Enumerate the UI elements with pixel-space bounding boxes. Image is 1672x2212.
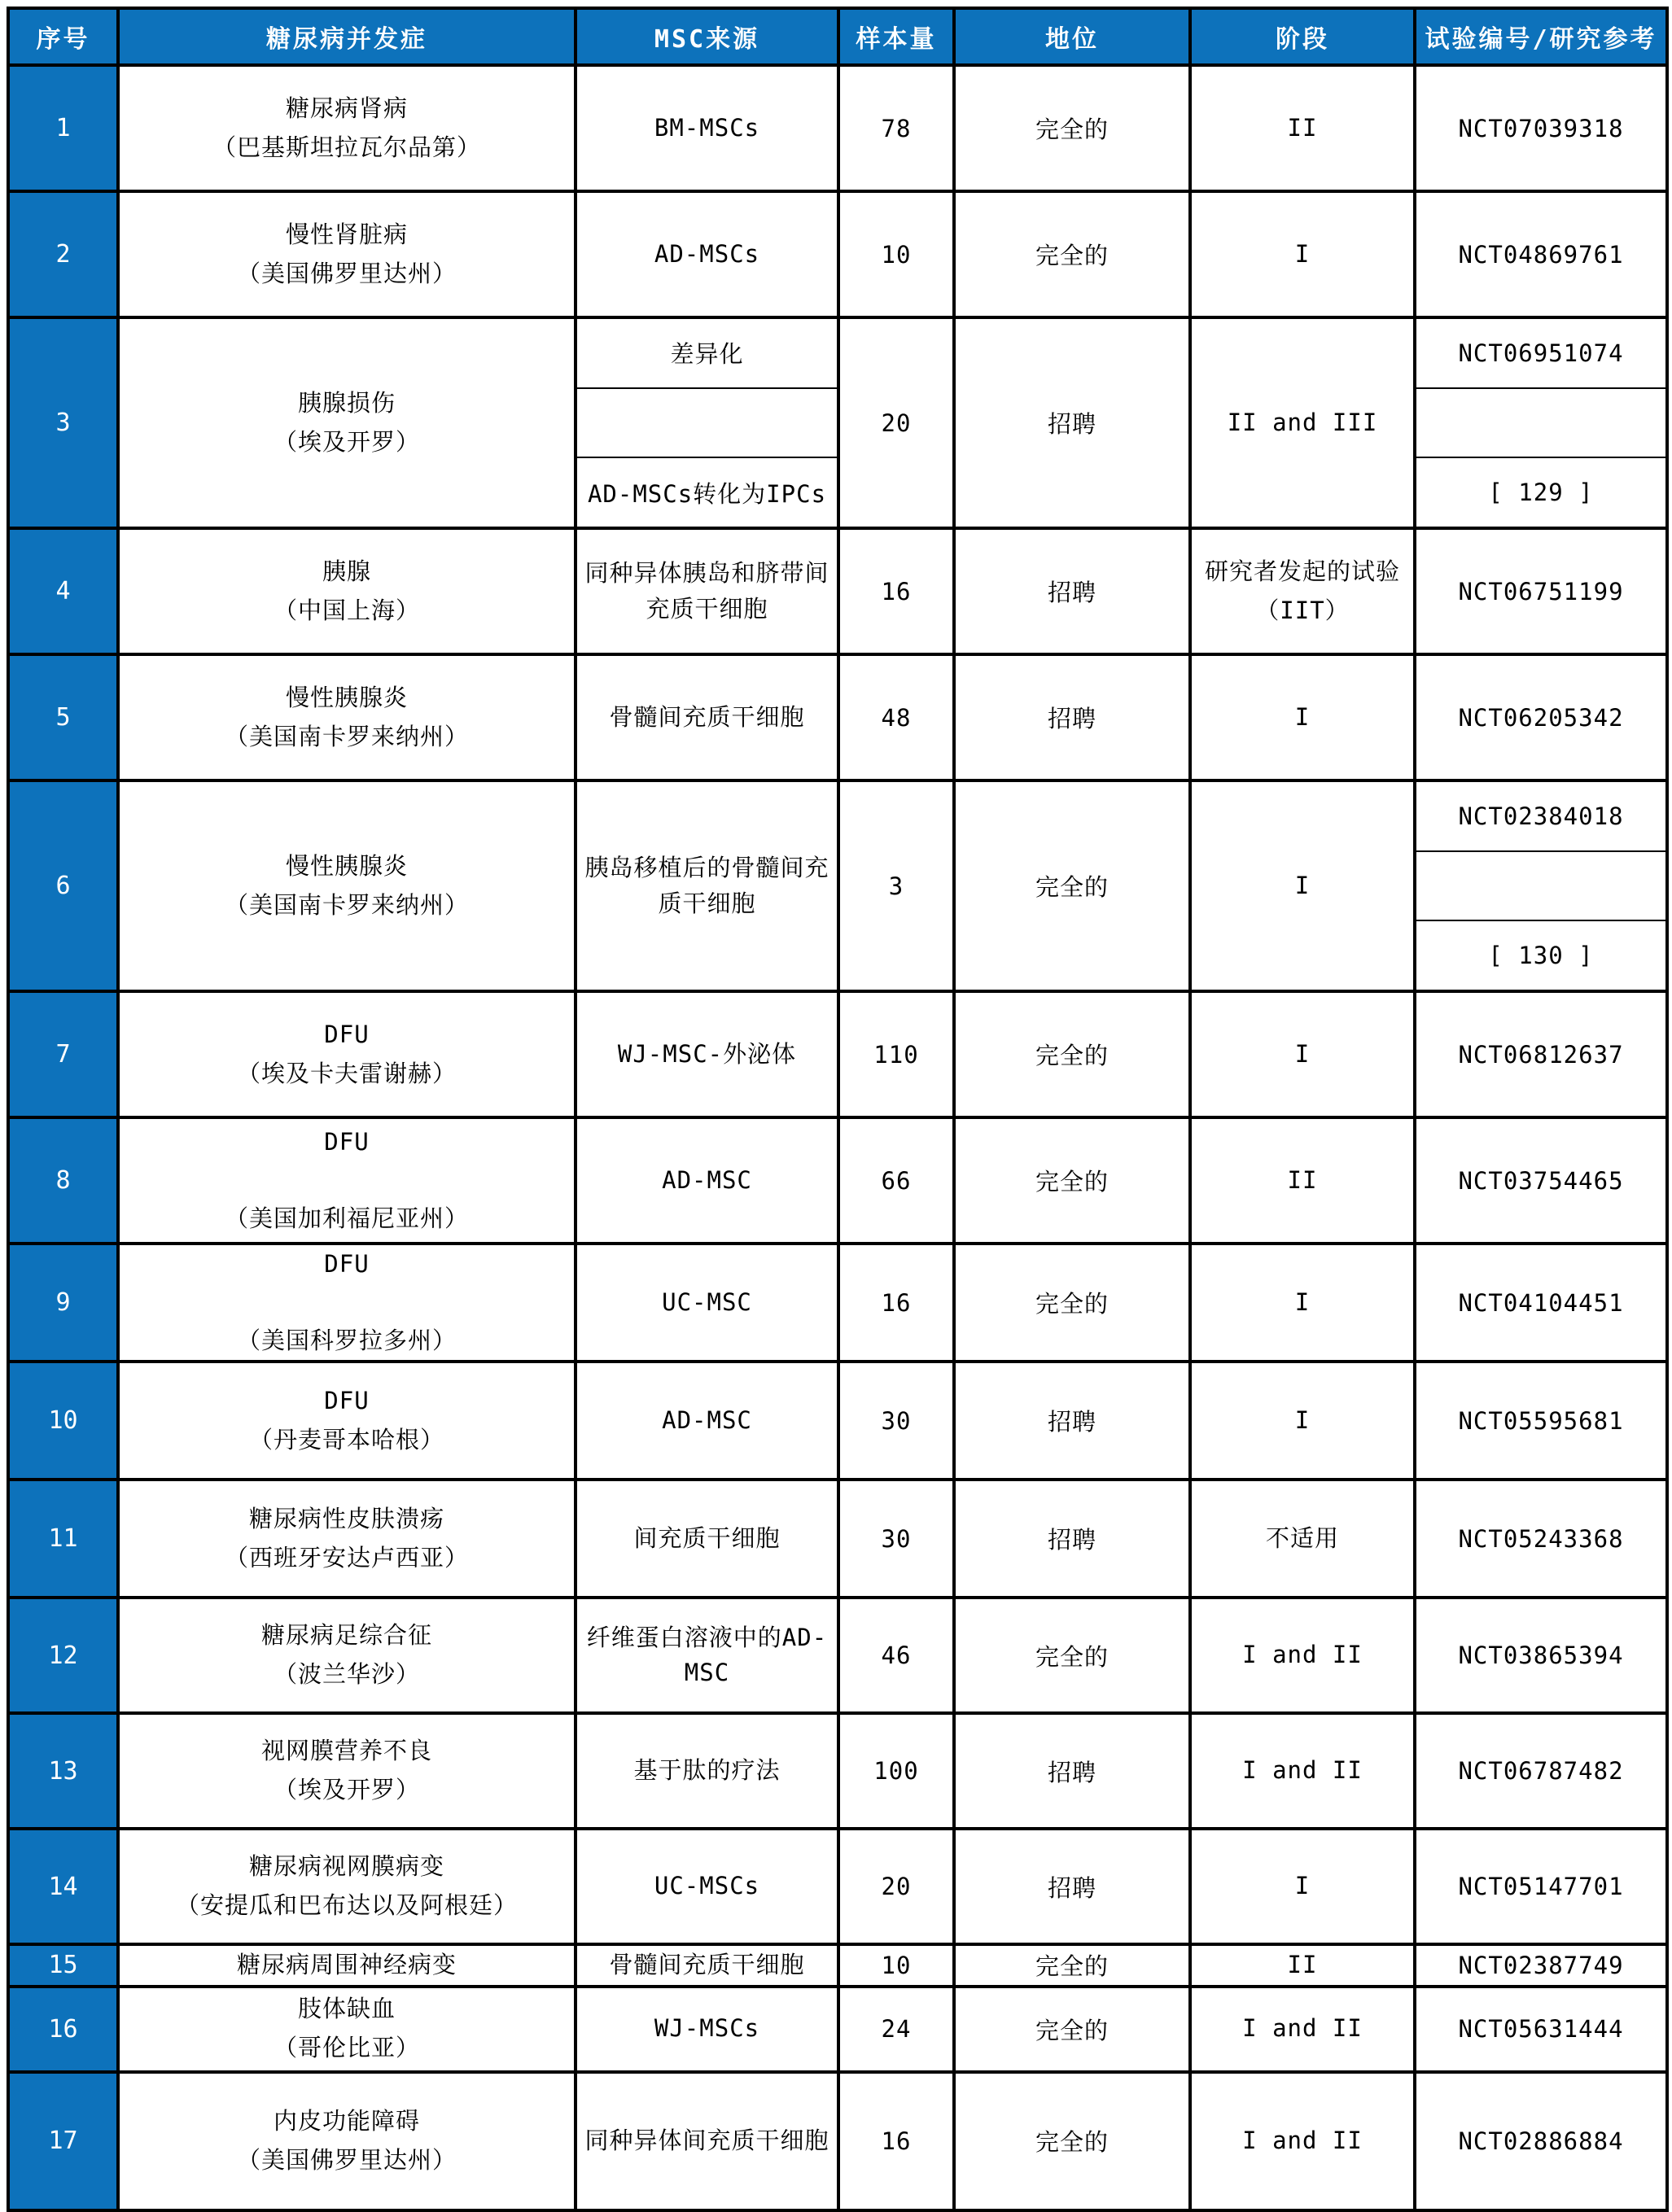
status-cell: 完全的 bbox=[954, 65, 1190, 191]
table-row bbox=[8, 1244, 1667, 1362]
trial-ref-cell: NCT04869761 bbox=[1415, 191, 1667, 317]
table-row bbox=[8, 191, 1667, 317]
sample-size-cell: 10 bbox=[838, 191, 954, 317]
msc-source-text: AD-MSCs bbox=[654, 239, 760, 268]
sample-size-cell: 30 bbox=[838, 1480, 954, 1598]
status-cell: 招聘 bbox=[954, 654, 1190, 780]
msc-source-cell bbox=[576, 1987, 838, 2072]
msc-source-cell-stack bbox=[577, 319, 837, 527]
msc-source-text: 骨髓间充质干细胞 bbox=[609, 1951, 805, 1978]
phase-cell-lines bbox=[1197, 1523, 1408, 1554]
complication-text: 慢性胰腺炎 bbox=[285, 683, 408, 711]
phase-text: I bbox=[1294, 1039, 1311, 1068]
complication-text: （埃及开罗） bbox=[273, 1776, 420, 1803]
status-cell: 招聘 bbox=[954, 1713, 1190, 1829]
header-row bbox=[8, 8, 1667, 65]
complication-cell bbox=[118, 1713, 576, 1829]
row-index-cell: 13 bbox=[8, 1713, 118, 1829]
complication-cell-lines bbox=[125, 1851, 569, 1921]
trial-ref-cell: NCT02387749 bbox=[1415, 1944, 1667, 1987]
row-index-cell: 3 bbox=[8, 317, 118, 528]
status-cell: 招聘 bbox=[954, 528, 1190, 654]
row-index-cell: 17 bbox=[8, 2072, 118, 2210]
msc-source-text: 纤维蛋白溶液中的AD-MSC bbox=[586, 1623, 828, 1686]
trial-ref-cell: NCT03865394 bbox=[1415, 1598, 1667, 1713]
phase-cell bbox=[1190, 1117, 1415, 1244]
msc-source-text: BM-MSCs bbox=[654, 113, 760, 142]
complication-text: （美国科罗拉多州） bbox=[236, 1326, 457, 1354]
complication-cell-lines bbox=[125, 557, 569, 626]
phase-cell bbox=[1190, 317, 1415, 528]
table-row bbox=[8, 65, 1667, 191]
complication-text: 慢性肾脏病 bbox=[285, 220, 408, 248]
phase-text: 研究者发起的试验 bbox=[1204, 557, 1400, 585]
trial-ref-subcell: [ 130 ] bbox=[1488, 942, 1594, 970]
trial-ref-subcell: NCT06951074 bbox=[1416, 319, 1665, 389]
complication-text: 糖尿病周围神经病变 bbox=[236, 1950, 457, 1978]
msc-source-text: WJ-MSCs bbox=[654, 2014, 760, 2043]
complication-text: （埃及卡夫雷谢赫） bbox=[236, 1059, 457, 1087]
complication-text: （美国南卡罗来纳州） bbox=[224, 890, 469, 919]
table-row bbox=[8, 317, 1667, 528]
trial-ref-cell bbox=[1415, 317, 1667, 528]
phase-cell bbox=[1190, 1829, 1415, 1944]
phase-cell-lines bbox=[1197, 239, 1408, 270]
phase-cell-lines bbox=[1197, 1871, 1408, 1902]
msc-source-cell bbox=[576, 654, 838, 780]
msc-source-text: 基于肽的疗法 bbox=[633, 1756, 781, 1785]
sample-size-cell: 48 bbox=[838, 654, 954, 780]
complication-text: 糖尿病足综合征 bbox=[260, 1621, 432, 1650]
complication-text: 糖尿病视网膜病变 bbox=[248, 1852, 444, 1881]
status-cell: 完全的 bbox=[954, 780, 1190, 991]
phase-cell-lines bbox=[1197, 1165, 1408, 1196]
phase-cell-lines bbox=[1197, 408, 1408, 439]
complication-cell bbox=[118, 1987, 576, 2072]
phase-cell-lines bbox=[1197, 557, 1408, 626]
phase-cell bbox=[1190, 654, 1415, 780]
trial-ref-cell: NCT02886884 bbox=[1415, 2072, 1667, 2210]
row-index-cell: 11 bbox=[8, 1480, 118, 1598]
phase-cell bbox=[1190, 1480, 1415, 1598]
complication-cell-lines bbox=[125, 1249, 569, 1356]
row-index-cell: 16 bbox=[8, 1987, 118, 2072]
phase-cell bbox=[1190, 991, 1415, 1117]
msc-source-text: 同种异体胰岛和脐带间充质干细胞 bbox=[584, 559, 829, 623]
trial-ref-cell: NCT03754465 bbox=[1415, 1117, 1667, 1244]
complication-text: DFU bbox=[324, 1127, 370, 1156]
complication-text: （美国佛罗里达州） bbox=[236, 259, 457, 287]
complication-cell bbox=[118, 780, 576, 991]
msc-source-text: 胰岛移植后的骨髓间充质干细胞 bbox=[584, 854, 829, 917]
table-body bbox=[8, 65, 1667, 2210]
complication-text: DFU bbox=[324, 1386, 370, 1414]
complication-cell bbox=[118, 991, 576, 1117]
trial-ref-cell: NCT06205342 bbox=[1415, 654, 1667, 780]
complication-text: 糖尿病肾病 bbox=[285, 94, 408, 122]
row-index-cell: 1 bbox=[8, 65, 118, 191]
complication-cell-lines bbox=[125, 1620, 569, 1690]
complication-cell bbox=[118, 317, 576, 528]
row-index-cell: 15 bbox=[8, 1944, 118, 1987]
sample-size-cell: 20 bbox=[838, 317, 954, 528]
phase-cell bbox=[1190, 191, 1415, 317]
col-header-status: 地位 bbox=[954, 8, 1190, 65]
trial-ref-cell: NCT07039318 bbox=[1415, 65, 1667, 191]
complication-cell-lines bbox=[125, 2106, 569, 2175]
msc-source-cell bbox=[576, 1829, 838, 1944]
complication-cell-lines bbox=[125, 851, 569, 920]
msc-source-cell bbox=[576, 1117, 838, 1244]
phase-text: I bbox=[1294, 1872, 1311, 1900]
msc-subcell: AD-MSCs转化为IPCs bbox=[587, 479, 827, 508]
phase-text: II bbox=[1287, 113, 1318, 142]
row-index-cell: 12 bbox=[8, 1598, 118, 1713]
row-index-cell: 9 bbox=[8, 1244, 118, 1362]
status-cell: 招聘 bbox=[954, 1362, 1190, 1480]
table-row bbox=[8, 1117, 1667, 1244]
complication-text: 内皮功能障碍 bbox=[273, 2106, 420, 2135]
phase-cell-lines bbox=[1197, 1755, 1408, 1786]
phase-text: I and II bbox=[1242, 2126, 1363, 2154]
row-index-cell: 7 bbox=[8, 991, 118, 1117]
col-header-trial-ref: 试验编号/研究参考 bbox=[1415, 8, 1667, 65]
complication-cell bbox=[118, 191, 576, 317]
phase-cell bbox=[1190, 780, 1415, 991]
trial-ref-cell: NCT05595681 bbox=[1415, 1362, 1667, 1480]
status-cell: 完全的 bbox=[954, 1598, 1190, 1713]
complication-cell bbox=[118, 654, 576, 780]
trial-ref-subcell bbox=[1416, 852, 1665, 922]
complication-cell bbox=[118, 1480, 576, 1598]
col-header-phase: 阶段 bbox=[1190, 8, 1415, 65]
trial-ref-subcell bbox=[1416, 389, 1665, 459]
complication-cell-lines bbox=[125, 1020, 569, 1089]
sample-size-cell: 110 bbox=[838, 991, 954, 1117]
msc-source-cell bbox=[576, 1713, 838, 1829]
phase-text: 不适用 bbox=[1265, 1523, 1339, 1552]
complication-cell bbox=[118, 1829, 576, 1944]
row-index-cell: 2 bbox=[8, 191, 118, 317]
sample-size-cell: 10 bbox=[838, 1944, 954, 1987]
complication-cell bbox=[118, 1598, 576, 1713]
phase-text: I and II bbox=[1242, 1756, 1363, 1785]
complication-cell-lines bbox=[125, 1736, 569, 1805]
msc-source-cell bbox=[576, 1362, 838, 1480]
phase-text: II bbox=[1287, 1165, 1318, 1194]
complication-cell bbox=[118, 1117, 576, 1244]
status-cell: 招聘 bbox=[954, 1480, 1190, 1598]
complication-text: （中国上海） bbox=[273, 596, 420, 624]
trial-ref-cell-stack bbox=[1416, 782, 1665, 990]
status-cell: 完全的 bbox=[954, 991, 1190, 1117]
sample-size-cell: 3 bbox=[838, 780, 954, 991]
table-row bbox=[8, 780, 1667, 991]
complication-cell-lines bbox=[125, 388, 569, 457]
table-row bbox=[8, 2072, 1667, 2210]
complication-cell bbox=[118, 1944, 576, 1987]
msc-source-text: WJ-MSC-外泌体 bbox=[617, 1039, 797, 1068]
phase-text: II bbox=[1287, 1950, 1318, 1978]
phase-cell-lines bbox=[1197, 871, 1408, 902]
table-row bbox=[8, 991, 1667, 1117]
complication-text: DFU bbox=[324, 1249, 370, 1278]
complication-cell-lines bbox=[125, 1386, 569, 1455]
sample-size-cell: 30 bbox=[838, 1362, 954, 1480]
msc-source-text: UC-MSC bbox=[662, 1287, 752, 1316]
complication-text: （美国加利福尼亚州） bbox=[224, 1204, 469, 1232]
row-index-cell: 6 bbox=[8, 780, 118, 991]
msc-source-cell bbox=[576, 991, 838, 1117]
phase-text: I bbox=[1294, 871, 1311, 899]
complication-text: 慢性胰腺炎 bbox=[285, 851, 408, 880]
phase-cell bbox=[1190, 1987, 1415, 2072]
row-index-cell: 8 bbox=[8, 1117, 118, 1244]
phase-cell bbox=[1190, 1244, 1415, 1362]
col-header-index: 序号 bbox=[8, 8, 118, 65]
sample-size-cell: 16 bbox=[838, 2072, 954, 2210]
complication-cell-lines bbox=[125, 220, 569, 289]
msc-source-cell bbox=[576, 528, 838, 654]
trial-ref-subcell: [ 129 ] bbox=[1488, 479, 1594, 507]
sample-size-cell: 78 bbox=[838, 65, 954, 191]
msc-source-text: 骨髓间充质干细胞 bbox=[609, 702, 805, 731]
trial-ref-cell: NCT06787482 bbox=[1415, 1713, 1667, 1829]
complication-cell-lines bbox=[125, 94, 569, 163]
complication-text: 胰腺损伤 bbox=[297, 388, 396, 417]
complication-cell-lines bbox=[125, 683, 569, 752]
phase-text: I bbox=[1294, 1287, 1311, 1316]
msc-source-cell bbox=[576, 1944, 838, 1987]
complication-text: （美国南卡罗来纳州） bbox=[224, 722, 469, 750]
col-header-msc-source: MSC来源 bbox=[576, 8, 838, 65]
phase-cell-lines bbox=[1197, 2126, 1408, 2157]
trial-ref-cell bbox=[1415, 780, 1667, 991]
sample-size-cell: 16 bbox=[838, 1244, 954, 1362]
msc-source-cell bbox=[576, 1244, 838, 1362]
table-row bbox=[8, 1713, 1667, 1829]
msc-source-cell bbox=[576, 317, 838, 528]
phase-cell-lines bbox=[1197, 1405, 1408, 1436]
phase-cell bbox=[1190, 1944, 1415, 1987]
msc-source-cell bbox=[576, 1598, 838, 1713]
status-cell: 完全的 bbox=[954, 1987, 1190, 2072]
row-index-cell: 4 bbox=[8, 528, 118, 654]
trial-ref-subcell: NCT02384018 bbox=[1416, 782, 1665, 852]
complication-cell-lines bbox=[125, 1950, 569, 1981]
phase-cell-lines bbox=[1197, 1287, 1408, 1318]
msc-source-text: AD-MSC bbox=[662, 1405, 752, 1434]
phase-cell bbox=[1190, 1362, 1415, 1480]
phase-cell bbox=[1190, 1598, 1415, 1713]
table-row bbox=[8, 1987, 1667, 2072]
trial-ref-cell: NCT04104451 bbox=[1415, 1244, 1667, 1362]
phase-cell bbox=[1190, 528, 1415, 654]
complication-text: （安提瓜和巴布达以及阿根廷） bbox=[175, 1891, 518, 1919]
msc-source-cell bbox=[576, 191, 838, 317]
msc-subcell bbox=[577, 389, 837, 459]
trial-ref-cell: NCT06812637 bbox=[1415, 991, 1667, 1117]
phase-cell bbox=[1190, 1713, 1415, 1829]
sample-size-cell: 100 bbox=[838, 1713, 954, 1829]
sample-size-cell: 46 bbox=[838, 1598, 954, 1713]
phase-text: I bbox=[1294, 702, 1311, 731]
page bbox=[7, 7, 1669, 2212]
msc-source-cell bbox=[576, 65, 838, 191]
phase-text: I bbox=[1294, 1405, 1311, 1434]
table-row bbox=[8, 1480, 1667, 1598]
complication-text: 视网膜营养不良 bbox=[260, 1737, 432, 1765]
phase-cell bbox=[1190, 65, 1415, 191]
complication-text: 胰腺 bbox=[322, 557, 371, 585]
msc-source-text: UC-MSCs bbox=[654, 1872, 760, 1900]
col-header-complication: 糖尿病并发症 bbox=[118, 8, 576, 65]
msc-source-cell bbox=[576, 780, 838, 991]
complication-text: （哥伦比亚） bbox=[273, 2034, 420, 2061]
phase-text: I and II bbox=[1242, 1641, 1363, 1669]
complication-cell bbox=[118, 1362, 576, 1480]
complication-cell-lines bbox=[125, 1127, 569, 1234]
table-row bbox=[8, 528, 1667, 654]
msc-source-text: 间充质干细胞 bbox=[633, 1523, 781, 1552]
sample-size-cell: 16 bbox=[838, 528, 954, 654]
phase-text: I and II bbox=[1242, 2014, 1363, 2043]
phase-text: （IIT） bbox=[1255, 596, 1350, 624]
msc-source-text: 同种异体间充质干细胞 bbox=[584, 2126, 829, 2154]
complication-text: 肢体缺血 bbox=[297, 1995, 396, 2023]
phase-text: II and III bbox=[1227, 408, 1378, 436]
status-cell: 完全的 bbox=[954, 191, 1190, 317]
msc-subcell: 差异化 bbox=[577, 319, 837, 389]
sample-size-cell: 24 bbox=[838, 1987, 954, 2072]
complication-cell-lines bbox=[125, 1994, 569, 2063]
msc-source-text: AD-MSC bbox=[662, 1165, 752, 1194]
complication-cell bbox=[118, 2072, 576, 2210]
complication-cell bbox=[118, 528, 576, 654]
trial-ref-cell: NCT06751199 bbox=[1415, 528, 1667, 654]
complication-text: （丹麦哥本哈根） bbox=[248, 1425, 444, 1454]
status-cell: 完全的 bbox=[954, 1944, 1190, 1987]
status-cell: 完全的 bbox=[954, 1117, 1190, 1244]
complication-text: （巴基斯坦拉瓦尔品第） bbox=[212, 133, 481, 161]
msc-source-cell bbox=[576, 2072, 838, 2210]
table-row bbox=[8, 1829, 1667, 1944]
phase-cell-lines bbox=[1197, 1039, 1408, 1070]
row-index-cell: 10 bbox=[8, 1362, 118, 1480]
sample-size-cell: 20 bbox=[838, 1829, 954, 1944]
complication-text: DFU bbox=[324, 1020, 370, 1048]
complication-text: （西班牙安达卢西亚） bbox=[224, 1543, 469, 1572]
table-row bbox=[8, 1598, 1667, 1713]
table-row bbox=[8, 1944, 1667, 1987]
table-row bbox=[8, 1362, 1667, 1480]
trial-ref-cell-stack bbox=[1416, 319, 1665, 527]
phase-cell bbox=[1190, 2072, 1415, 2210]
complication-cell bbox=[118, 1244, 576, 1362]
complication-text: （美国佛罗里达州） bbox=[236, 2145, 457, 2174]
status-cell: 完全的 bbox=[954, 2072, 1190, 2210]
complication-text: 糖尿病性皮肤溃疡 bbox=[248, 1504, 444, 1532]
trial-ref-cell: NCT05631444 bbox=[1415, 1987, 1667, 2072]
status-cell: 完全的 bbox=[954, 1244, 1190, 1362]
status-cell: 招聘 bbox=[954, 1829, 1190, 1944]
trial-ref-cell: NCT05147701 bbox=[1415, 1829, 1667, 1944]
col-header-sample-size: 样本量 bbox=[838, 8, 954, 65]
phase-cell-lines bbox=[1197, 113, 1408, 144]
trial-ref-cell: NCT05243368 bbox=[1415, 1480, 1667, 1598]
table-row bbox=[8, 654, 1667, 780]
msc-source-cell bbox=[576, 1480, 838, 1598]
row-index-cell: 5 bbox=[8, 654, 118, 780]
complication-cell-lines bbox=[125, 1504, 569, 1573]
phase-cell-lines bbox=[1197, 1640, 1408, 1671]
complication-text: （埃及开罗） bbox=[273, 427, 420, 456]
clinical-trials-table bbox=[7, 7, 1669, 2212]
phase-text: I bbox=[1294, 239, 1311, 268]
sample-size-cell: 66 bbox=[838, 1117, 954, 1244]
complication-cell bbox=[118, 65, 576, 191]
status-cell: 招聘 bbox=[954, 317, 1190, 528]
phase-cell-lines bbox=[1197, 2013, 1408, 2044]
phase-cell-lines bbox=[1197, 702, 1408, 733]
complication-text: （波兰华沙） bbox=[273, 1660, 420, 1688]
row-index-cell: 14 bbox=[8, 1829, 118, 1944]
phase-cell-lines bbox=[1197, 1950, 1408, 1981]
